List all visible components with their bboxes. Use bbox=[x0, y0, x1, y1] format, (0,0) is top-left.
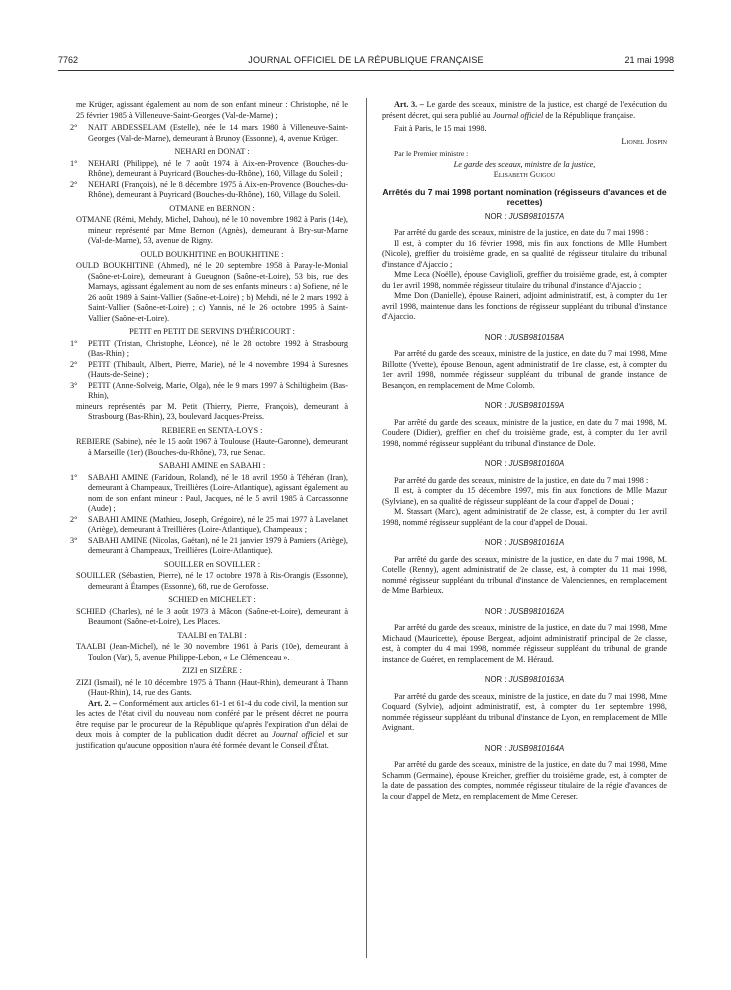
article-label: Art. 2. – bbox=[88, 698, 117, 708]
item-text: SABAHI AMINE (Farídoun, Roland), né le 18 avril 1950 à Téhéran (Iran), demeurant à Champeaux, Treillières (Loire-Atlantique), agissant également au nom de son enfant mineur : Paul, Jacques, né le 5 avril 1985 à Carcassonne (Aude) ; bbox=[88, 472, 348, 513]
nor-reference: NOR : JUSB9810162A bbox=[484, 606, 565, 616]
paragraph: Par arrêté du garde des sceaux, ministre de la justice, en date du 7 mai 1998, M. Coudere (Didier), greffier en chef du troisième grade, est, à compter du 1er avril 1998, nommé régisseur suppléant du tribunal d'instance de Dole. bbox=[382, 417, 667, 448]
list-item bbox=[70, 380, 348, 402]
entry: OTMANE (Rémi, Mehdy, Michel, Dahou), né le 10 novembre 1982 à Paris (14e), mineur représenté par Mme Bernon (Agnès), demeurant à Bry-sur-Marne (Val-de-Marne), 53, avenue de Rigny. bbox=[76, 215, 348, 245]
list-item bbox=[70, 158, 348, 180]
item-number: 3° bbox=[70, 535, 78, 545]
paragraph: Par arrêté du garde des sceaux, ministre de la justice, en date du 7 mai 1998, Mme Billotte (Yvette), épouse Benoun, agent administratif de 1re classe, est, à compter du 1er avril 1998, nommée régisseur suppléant du tribunal de grande instance de Besançon, en remplacement de Mme Colomb. bbox=[382, 349, 667, 390]
signature-minister: Elisabeth Guigou bbox=[493, 170, 556, 179]
item-number: 2° bbox=[70, 359, 78, 369]
nor-reference: NOR : JUSB9810160A bbox=[484, 459, 565, 468]
entry: ZIZI (Ismail), né le 10 décembre 1975 à Thann (Haut-Rhin), demeurant à Thann (Haut-Rhin), 14, rue des Gants. bbox=[76, 677, 348, 697]
name-change-heading: OULD BOUKHITINE en BOUKHITINE : bbox=[140, 249, 284, 259]
item-number: 1° bbox=[70, 338, 78, 348]
item-number: 2° bbox=[70, 123, 78, 132]
name-change-heading: REBIERE en SENTA-LOYS : bbox=[161, 425, 263, 435]
header-rule bbox=[58, 70, 674, 71]
item-text: PETIT (Thibault, Albert, Pierre, Marie), né le 4 novembre 1994 à Suresnes (Hauts-de-Seine) ; bbox=[88, 359, 348, 379]
name-change-heading: SABAHI AMINE en SABAHI : bbox=[158, 461, 266, 470]
item-number: 2° bbox=[70, 514, 78, 524]
list-item bbox=[70, 123, 348, 144]
paragraph: Par arrêté du garde des sceaux, ministre de la justice, en date du 7 mai 1998 : bbox=[394, 475, 649, 485]
nor-reference: NOR : JUSB9810164A bbox=[484, 743, 565, 753]
name-change-heading: OTMANE en BERNON : bbox=[169, 203, 255, 213]
entry: SCHIED (Charles), né le 3 août 1973 à Mâcon (Saône-et-Loire), demeurant à Beaumont (Saône-et-Loire), Les Places. bbox=[76, 606, 348, 626]
list-item bbox=[70, 359, 348, 381]
entry: OULD BOUKHITINE (Ahmed), né le 20 septembre 1958 à Paray-le-Monial (Saône-et-Loire), demeurant à Gueugnon (Saône-et-Loire), 53 bis, rue des Marnays, agissant également au nom de ses enfants mineurs : a) Sofiene, né le 26 août 1989 à Saint-Vallier (Saône-et-Loire) ; b) Mehdi, né le 2 mars 1992 à Saint-Vallier (Saône-et-Loire) ; c) Yannis, né le 26 octobre 1995 à Saint-Vallier (Saône-et-Loire). bbox=[76, 261, 348, 323]
item-number: 1° bbox=[70, 158, 78, 168]
page-header bbox=[58, 55, 674, 69]
article-label: Art. 3. – bbox=[394, 100, 424, 109]
decree-title: Arrêtés du 7 mai 1998 portant nomination (régisseurs d'avances et de recettes) bbox=[382, 186, 667, 207]
nor-reference: NOR : JUSB9810159A bbox=[484, 401, 565, 410]
name-change-heading: SOUILLER en SOVILLER : bbox=[163, 559, 260, 569]
paragraph: Il est, à compter du 15 décembre 1997, mis fin aux fonctions de Mlle Mazur (Sylviane), en sa qualité de régisseur suppléant de la cour d'appel de Douai ; bbox=[382, 486, 667, 506]
name-change-heading: PETIT en PETIT DE SERVINS D'HÉRICOURT : bbox=[129, 327, 295, 336]
article-3: Art. 3. – Le garde des sceaux, ministre de la justice, est chargé de l'exécution du présent décret, qui sera publié au Journal officiel de la République française. bbox=[382, 100, 668, 120]
paragraph: me Krüger, agissant également au nom de son enfant mineur : Christophe, né le 25 février 1985 à Villeneuve-Saint-Georges (Val-de-Marne) ; bbox=[76, 100, 348, 120]
paragraph: Mme Leca (Noëlle), épouse Cavigliolì, greffier du troisième grade, est, à compter du 1er avril 1998, nommée régisseur titulaire du tribunal d'instance d'Ajaccio ; bbox=[382, 270, 667, 290]
issue-date: 21 mai 1998 bbox=[624, 55, 674, 65]
paragraph: Il est, à compter du 16 février 1998, mis fin aux fonctions de Mlle Humbert (Nicole), greffier du troisième grade, en sa qualité de régisseur titulaire du tribunal d'instance d'Ajaccio ; bbox=[382, 238, 667, 269]
paragraph: Par arrêté du garde des sceaux, ministre de la justice, en date du 7 mai 1998 : bbox=[394, 228, 649, 237]
par-line: Par le Premier ministre : bbox=[394, 149, 469, 158]
entry: REBIERE (Sabine), née le 15 août 1967 à Toulouse (Haute-Garonne), demeurant à Marseille (1er) (Bouches-du-Rhône), 73, rue Senac. bbox=[76, 437, 348, 457]
item-text: SABAHI AMINE (Nicolas, Gaëtan), né le 21 janvier 1979 à Pamiers (Ariège), demeurant à Champeaux, Treillières (Loire-Atlantique). bbox=[88, 535, 348, 555]
paragraph: Par arrêté du garde des sceaux, ministre de la justice, en date du 7 mai 1998, Mme Schamm (Germaine), épouse Kreicher, greffier du troisième grade, est, à compter de la date de passation des comptes, nommée régisseur titulaire de la régie d'avances de la cour d'appel de Metz, en remplacement de Mme Cereser. bbox=[382, 760, 667, 801]
paragraph: Par arrêté du garde des sceaux, ministre de la justice, en date du 7 mai 1998, Mme Michaud (Mauricette), épouse Bergeat, adjoint administratif principal de 2e classe, est, à compter du 4 mai 1998, nommée régisseur suppléant du tribunal de grande instance de Guéret, en remplacement de M. Héraud. bbox=[382, 623, 667, 664]
journal-officiel-ref: Journal officiel bbox=[492, 110, 544, 120]
item-text: NEHARI (Philippe), né le 7 août 1974 à Aix-en-Provence (Bouches-du-Rhône), demeurant à Puyricard (Bouches-du-Rhône), 160, Village du Soleil ; bbox=[88, 158, 348, 178]
nor-reference: NOR : JUSB9810163A bbox=[484, 675, 565, 684]
entry: SOUILLER (Sébastien, Pierre), né le 17 octobre 1978 à Ris-Orangis (Essonne), demeurant à Étampes (Essonne), 68, rue de Gerofosse. bbox=[76, 571, 348, 591]
name-change-heading: TAALBI en TALBI : bbox=[177, 630, 247, 640]
journal-officiel-ref: Journal officiel bbox=[272, 730, 325, 739]
item-text: NEHARI (François), né le 8 décembre 1975 à Aix-en-Provence (Bouches-du-Rhône), demeurant à Puyricard (Bouches-du-Rhône), 160, Village du Soleil. bbox=[88, 179, 348, 199]
item-number: 2° bbox=[70, 179, 78, 189]
minister-title: Le garde des sceaux, ministre de la justice, bbox=[453, 159, 596, 169]
fait-line: Fait à Paris, le 15 mai 1998. bbox=[394, 124, 487, 133]
entry: TAALBI (Jean-Michel), né le 30 novembre 1961 à Paris (10e), demeurant à Toulon (Var), 5, avenue Philippe-Lebon, « Le Clémenceau ». bbox=[76, 642, 348, 662]
list-item bbox=[70, 535, 348, 557]
item-number: 1° bbox=[70, 472, 78, 482]
nor-reference: NOR : JUSB9810157A bbox=[484, 211, 565, 221]
nor-reference: NOR : JUSB9810158A bbox=[484, 332, 565, 342]
column-divider bbox=[366, 98, 367, 958]
article-2: Art. 2. – Conformément aux articles 61-1 et 61-4 du code civil, la mention sur les actes de l'état civil du nouveau nom conféré par le présent décret ne pourra être requise par le procureur de la République qu'après l'expiration d'un délai de deux mois à compter de la publication dudit décret au Journal officiel et sur justification qu'aucune opposition n'aura été formée devant le Conseil d'État. bbox=[76, 698, 349, 750]
entry: mineurs représentés par M. Petit (Thierry, Pierre, François), demeurant à Strasbourg (Bas-Rhin), 23, boulevard Jacques-Preiss. bbox=[76, 401, 348, 421]
name-change-heading: SCHIED en MICHELET : bbox=[168, 595, 256, 604]
paragraph: Par arrêté du garde des sceaux, ministre de la justice, en date du 7 mai 1998, M. Cotelle (Renny), agent administratif de 2e classe, est, à compter du 11 mai 1998, nommé régisseur suppléant du tribunal d'instance de Valenciennes, en remplacement de Mme Barbieux. bbox=[382, 554, 667, 595]
paragraph: Par arrêté du garde des sceaux, ministre de la justice, en date du 7 mai 1998, Mme Coquard (Sylvie), adjoint administratif, est, à compter du 1er septembre 1998, nommée régisseur suppléant du tribunal d'instance de Lyon, en remplacement de Mlle Avignant. bbox=[382, 691, 667, 732]
item-number: 3° bbox=[70, 380, 78, 390]
name-change-heading: ZIZI en SIZÈRE : bbox=[182, 666, 242, 675]
journal-title: JOURNAL OFFICIEL DE LA RÉPUBLIQUE FRANÇAISE bbox=[248, 55, 484, 65]
item-text: PETIT (Anne-Solveig, Marie, Olga), née le 9 mars 1997 à Schiltigheim (Bas-Rhin), bbox=[88, 380, 348, 400]
right-column bbox=[382, 100, 667, 802]
paragraph: M. Stassart (Marc), agent administratif de 2e classe, est, à compter du 1er avril 1998, nommé régisseur suppléant de la cour d'appel de Douai. bbox=[382, 507, 667, 527]
item-text: SABAHI AMINE (Mathieu, Joseph, Grégoire), né le 25 mai 1977 à Lavelanet (Ariège), demeurant à Treillières (Loire-Atlantique), Champeaux ; bbox=[88, 514, 348, 534]
name-change-heading: NEHARI en DONAT : bbox=[174, 147, 250, 156]
list-item bbox=[70, 179, 348, 201]
signature-prime-minister: Lionel Jospin bbox=[621, 136, 667, 146]
left-column bbox=[70, 100, 349, 751]
item-text: NAIT ABDESSELAM (Estelle), née le 14 mars 1980 à Villeneuve-Saint-Georges (Val-de-Marne), demeurant à Brunoy (Essonne), 4, avenue Krüger. bbox=[88, 123, 348, 143]
list-item bbox=[70, 338, 348, 360]
paragraph: Mme Don (Danielle), épouse Raineri, adjoint administratif, est, à compter du 1er avril 1998, maintenue dans les fonctions de régisseur suppléant du tribunal d'instance d'Ajaccio. bbox=[382, 291, 667, 321]
page-number: 7762 bbox=[58, 55, 79, 65]
nor-reference: NOR : JUSB9810161A bbox=[484, 538, 565, 547]
list-item bbox=[70, 472, 348, 515]
item-text: PETIT (Tristan, Christophe, Léonce), né le 28 octobre 1992 à Strasbourg (Bas-Rhin) ; bbox=[88, 338, 348, 358]
list-item bbox=[70, 514, 348, 536]
